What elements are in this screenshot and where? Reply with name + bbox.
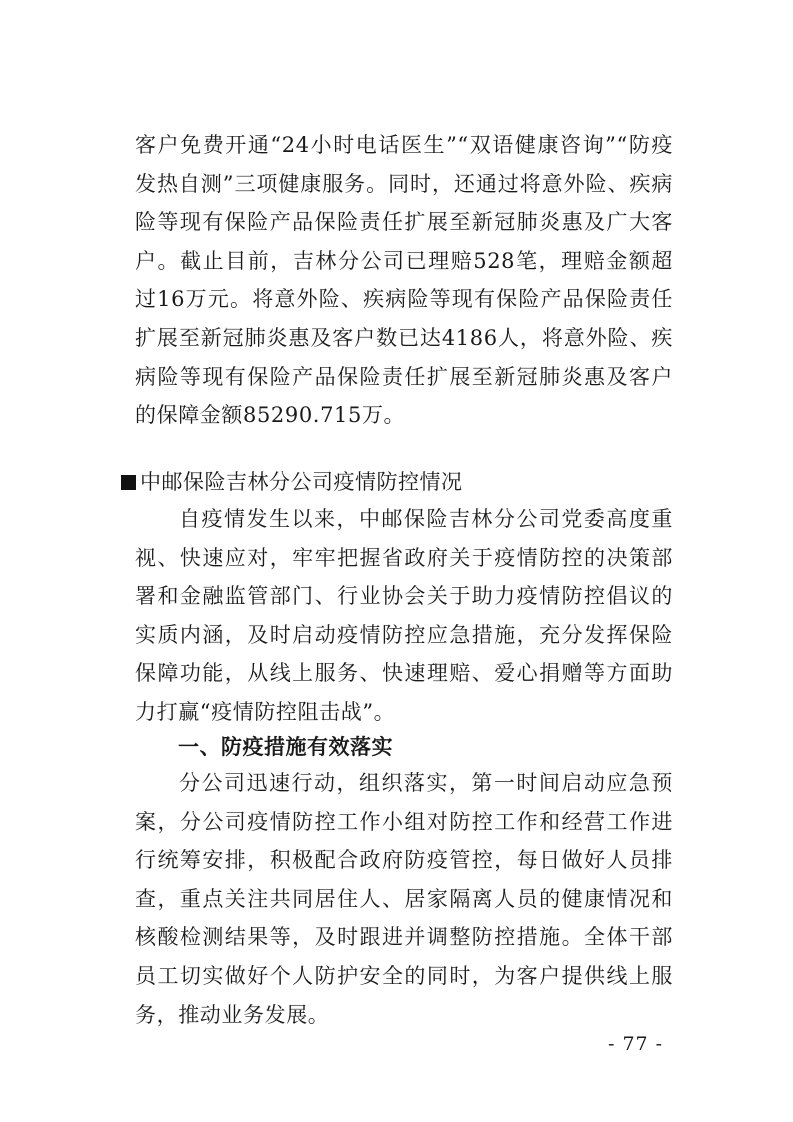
intro-paragraph: 自疫情发生以来，中邮保险吉林分公司党委高度重视、快速应对，牢牢把握省政府关于疫情防控的决策部署和金融监管部门、行业协会关于助力疫情防控倡议的实质内涵，及时启动疫情防控应急措施，充分发挥保险保障功能，从线上服务、快速理赔、爱心捐赠等方面助力打赢“疫情防控阻击战”。 [135,507,673,724]
subsection-heading: 一、防疫措施有效落实 [178,735,393,759]
section-heading-text: 中邮保险吉林分公司疫情防控情况 [140,470,463,494]
section-heading [121,464,463,500]
page-number: - 77 - [608,1033,664,1055]
square-bullet-icon [121,475,136,490]
section-one-paragraph: 分公司迅速行动，组织落实，第一时间启动应急预案，分公司疫情防控工作小组对防控工作和经营工作进行统筹安排，积极配合政府防疫管控，每日做好人员排查，重点关注共同居住人、居家隔离人员的健康情况和核酸检测结果等，及时跟进并调整防控措施。全体干部员工切实做好个人防护安全的同时，为客户提供线上服务，推动业务发展。 [135,771,673,1027]
continued-paragraph: 客户免费开通“24小时电话医生”“双语健康咨询”“防疫发热自测”三项健康服务。同时，还通过将意外险、疾病险等现有保险产品保险责任扩展至新冠肺炎惠及广大客户。截止目前，吉林分公司已理赔528笔，理赔金额超过16万元。将意外险、疾病险等现有保险产品保险责任扩展至新冠肺炎惠及客户数已达4186人，将意外险、疾病险等现有保险产品保险责任扩展至新冠肺炎惠及客户的保障金额85290.715万。 [135,133,673,428]
